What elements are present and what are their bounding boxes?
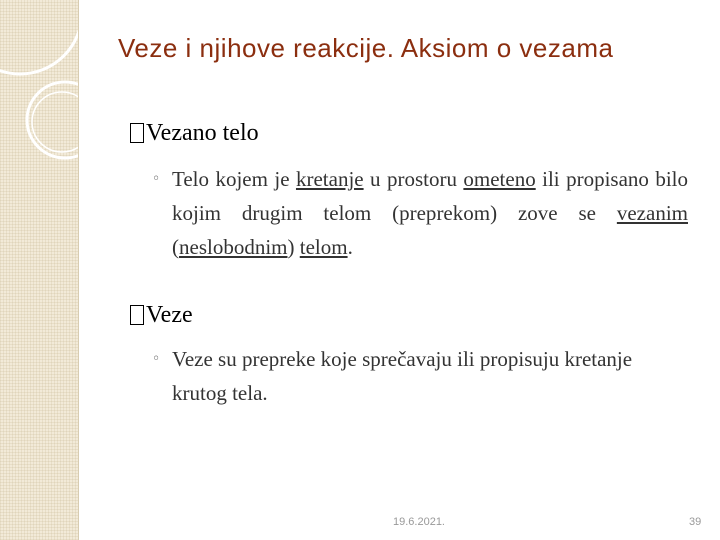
underlined-term: vezanim [616, 201, 688, 225]
list-item [152, 342, 688, 410]
slide-title: Veze i njihove reakcije. Aksiom o vezama [118, 33, 614, 63]
slide-number: 39 [689, 516, 702, 528]
square-bullet-icon [130, 123, 144, 143]
footer-date: 19.6.2021. [393, 516, 445, 528]
circle-bullet-icon: ◦ [152, 171, 161, 187]
underlined-term: neslobodnim [179, 235, 288, 259]
underlined-term: kretanje [295, 167, 364, 191]
definition-text: Telo kojem je kretanje u prostoru ometeno ili propisano bilo kojim drugim telom (preprekom) zove se vezanim (neslobodnim) telom. [172, 167, 688, 259]
definition-text: Veze su prepreke koje sprečavaju ili propisuju kretanje krutog tela. [172, 347, 633, 405]
list-item [152, 162, 688, 264]
section-heading-label: Vezano telo [146, 120, 259, 146]
decorative-circles [0, 0, 78, 540]
section-heading-vezano-telo [130, 120, 259, 147]
circle-bullet-icon: ◦ [152, 351, 161, 367]
section-heading-veze [130, 302, 193, 329]
square-bullet-icon [130, 305, 144, 325]
decorative-sidebar [0, 0, 79, 540]
underlined-term: telom [299, 235, 348, 259]
section-heading-label: Veze [146, 302, 193, 328]
underlined-term: ometeno [463, 167, 536, 191]
